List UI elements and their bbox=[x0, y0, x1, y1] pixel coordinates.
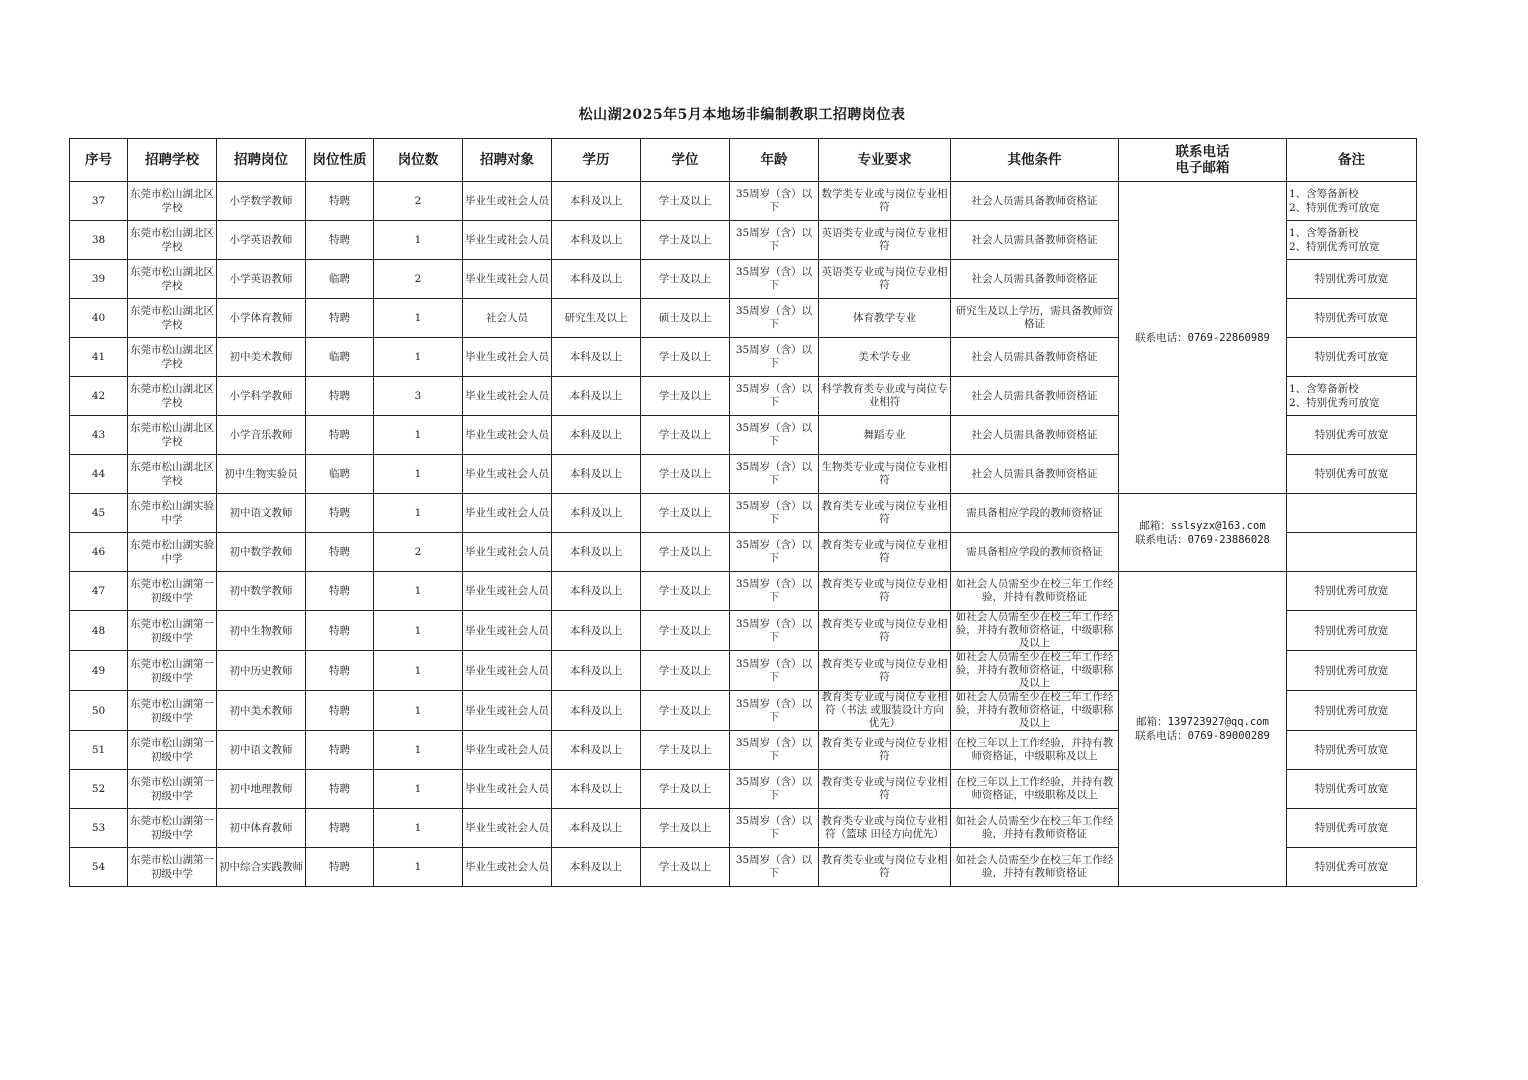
cell-count: 2 bbox=[374, 182, 463, 221]
header-education: 学历 bbox=[552, 139, 641, 182]
cell-target: 毕业生或社会人员 bbox=[463, 533, 552, 572]
cell-target: 毕业生或社会人员 bbox=[463, 770, 552, 809]
cell-other: 如社会人员需至少在校三年工作经验，并持有教师资格证，中级职称及以上 bbox=[951, 691, 1119, 731]
cell-position: 初中历史教师 bbox=[217, 651, 306, 691]
cell-target: 毕业生或社会人员 bbox=[463, 731, 552, 770]
cell-remark bbox=[1287, 221, 1417, 260]
header-remark: 备注 bbox=[1287, 139, 1417, 182]
cell-nature: 特聘 bbox=[306, 416, 374, 455]
cell-other: 社会人员需具备教师资格证 bbox=[951, 455, 1119, 494]
cell-position: 初中美术教师 bbox=[217, 338, 306, 377]
cell-other: 如社会人员需至少在校三年工作经验，并持有教师资格证 bbox=[951, 809, 1119, 848]
cell-major: 教育类专业或与岗位专业相符 bbox=[819, 731, 951, 770]
cell-no: 40 bbox=[70, 299, 128, 338]
cell-major: 美术学专业 bbox=[819, 338, 951, 377]
cell-no: 42 bbox=[70, 377, 128, 416]
cell-count: 1 bbox=[374, 221, 463, 260]
cell-degree: 学士及以上 bbox=[641, 651, 730, 691]
cell-other: 社会人员需具备教师资格证 bbox=[951, 338, 1119, 377]
cell-major: 科学教育类专业或与岗位专业相符 bbox=[819, 377, 951, 416]
cell-degree: 学士及以上 bbox=[641, 533, 730, 572]
table-row bbox=[70, 182, 1417, 221]
cell-other: 需具备相应学段的教师资格证 bbox=[951, 494, 1119, 533]
cell-remark bbox=[1287, 848, 1417, 887]
cell-degree: 学士及以上 bbox=[641, 338, 730, 377]
cell-age: 35周岁（含）以下 bbox=[730, 770, 819, 809]
cell-school: 东莞市松山湖实验中学 bbox=[128, 494, 217, 533]
cell-position: 小学体育教师 bbox=[217, 299, 306, 338]
cell-age: 35周岁（含）以下 bbox=[730, 651, 819, 691]
table-row bbox=[70, 572, 1417, 611]
cell-degree: 学士及以上 bbox=[641, 416, 730, 455]
cell-nature: 特聘 bbox=[306, 731, 374, 770]
cell-no: 51 bbox=[70, 731, 128, 770]
cell-no: 50 bbox=[70, 691, 128, 731]
remark-line: 特别优秀可放宽 bbox=[1314, 468, 1389, 480]
cell-degree: 学士及以上 bbox=[641, 221, 730, 260]
cell-contact bbox=[1119, 572, 1287, 887]
cell-degree: 学士及以上 bbox=[641, 770, 730, 809]
header-row bbox=[70, 139, 1417, 182]
cell-age: 35周岁（含）以下 bbox=[730, 731, 819, 770]
cell-nature: 特聘 bbox=[306, 809, 374, 848]
cell-nature: 特聘 bbox=[306, 770, 374, 809]
cell-age: 35周岁（含）以下 bbox=[730, 299, 819, 338]
cell-remark bbox=[1287, 691, 1417, 731]
cell-count: 1 bbox=[374, 455, 463, 494]
cell-age: 35周岁（含）以下 bbox=[730, 533, 819, 572]
cell-school: 东莞市松山湖北区学校 bbox=[128, 338, 217, 377]
header-position: 招聘岗位 bbox=[217, 139, 306, 182]
remark-line: 特别优秀可放宽 bbox=[1314, 744, 1389, 756]
cell-degree: 硕士及以上 bbox=[641, 299, 730, 338]
contact-line: 联系电话：0769-89000289 bbox=[1135, 730, 1270, 742]
cell-target: 毕业生或社会人员 bbox=[463, 848, 552, 887]
cell-no: 45 bbox=[70, 494, 128, 533]
cell-education: 本科及以上 bbox=[552, 221, 641, 260]
cell-other: 社会人员需具备教师资格证 bbox=[951, 182, 1119, 221]
remark-line: 1、含筹备新校 bbox=[1289, 188, 1359, 200]
cell-education: 本科及以上 bbox=[552, 848, 641, 887]
cell-school: 东莞市松山湖北区学校 bbox=[128, 299, 217, 338]
cell-nature: 临聘 bbox=[306, 455, 374, 494]
cell-major: 教育类专业或与岗位专业相符 bbox=[819, 848, 951, 887]
cell-remark bbox=[1287, 416, 1417, 455]
cell-no: 37 bbox=[70, 182, 128, 221]
remark-line: 特别优秀可放宽 bbox=[1314, 429, 1389, 441]
page-title: 松山湖2025年5月本地场非编制教职工招聘岗位表 bbox=[578, 107, 906, 123]
cell-no: 54 bbox=[70, 848, 128, 887]
cell-school: 东莞市松山湖北区学校 bbox=[128, 182, 217, 221]
header-contact bbox=[1119, 139, 1287, 182]
cell-nature: 特聘 bbox=[306, 651, 374, 691]
cell-no: 44 bbox=[70, 455, 128, 494]
header-no: 序号 bbox=[70, 139, 128, 182]
cell-count: 1 bbox=[374, 731, 463, 770]
cell-school: 东莞市松山湖北区学校 bbox=[128, 455, 217, 494]
cell-remark bbox=[1287, 338, 1417, 377]
cell-count: 1 bbox=[374, 299, 463, 338]
cell-major: 教育类专业或与岗位专业相符 bbox=[819, 770, 951, 809]
cell-education: 研究生及以上 bbox=[552, 299, 641, 338]
cell-school: 东莞市松山湖第一初级中学 bbox=[128, 651, 217, 691]
cell-no: 41 bbox=[70, 338, 128, 377]
cell-count: 2 bbox=[374, 533, 463, 572]
cell-position: 初中生物实验员 bbox=[217, 455, 306, 494]
table-row bbox=[70, 494, 1417, 533]
table-body bbox=[70, 182, 1417, 887]
cell-nature: 临聘 bbox=[306, 260, 374, 299]
cell-position: 初中语文教师 bbox=[217, 731, 306, 770]
cell-education: 本科及以上 bbox=[552, 809, 641, 848]
cell-remark bbox=[1287, 455, 1417, 494]
cell-age: 35周岁（含）以下 bbox=[730, 809, 819, 848]
cell-education: 本科及以上 bbox=[552, 494, 641, 533]
cell-target: 毕业生或社会人员 bbox=[463, 221, 552, 260]
cell-school: 东莞市松山湖第一初级中学 bbox=[128, 691, 217, 731]
cell-education: 本科及以上 bbox=[552, 377, 641, 416]
cell-target: 毕业生或社会人员 bbox=[463, 611, 552, 651]
cell-remark bbox=[1287, 377, 1417, 416]
cell-nature: 特聘 bbox=[306, 182, 374, 221]
cell-degree: 学士及以上 bbox=[641, 572, 730, 611]
cell-education: 本科及以上 bbox=[552, 572, 641, 611]
cell-position: 初中语文教师 bbox=[217, 494, 306, 533]
cell-position: 初中生物教师 bbox=[217, 611, 306, 651]
cell-remark bbox=[1287, 260, 1417, 299]
cell-no: 52 bbox=[70, 770, 128, 809]
remark-line: 特别优秀可放宽 bbox=[1314, 273, 1389, 285]
cell-target: 社会人员 bbox=[463, 299, 552, 338]
header-target: 招聘对象 bbox=[463, 139, 552, 182]
cell-position: 初中体育教师 bbox=[217, 809, 306, 848]
cell-other: 社会人员需具备教师资格证 bbox=[951, 221, 1119, 260]
cell-other: 社会人员需具备教师资格证 bbox=[951, 260, 1119, 299]
cell-count: 1 bbox=[374, 611, 463, 651]
cell-education: 本科及以上 bbox=[552, 182, 641, 221]
cell-nature: 特聘 bbox=[306, 377, 374, 416]
cell-target: 毕业生或社会人员 bbox=[463, 182, 552, 221]
cell-education: 本科及以上 bbox=[552, 691, 641, 731]
cell-remark bbox=[1287, 770, 1417, 809]
header-contact-phone: 联系电话 bbox=[1175, 144, 1230, 160]
cell-target: 毕业生或社会人员 bbox=[463, 416, 552, 455]
cell-position: 初中地理教师 bbox=[217, 770, 306, 809]
cell-position: 小学音乐教师 bbox=[217, 416, 306, 455]
cell-school: 东莞市松山湖第一初级中学 bbox=[128, 848, 217, 887]
cell-other: 如社会人员需至少在校三年工作经验，并持有教师资格证 bbox=[951, 572, 1119, 611]
recruitment-table bbox=[69, 138, 1417, 887]
cell-major: 体育教学专业 bbox=[819, 299, 951, 338]
cell-major: 生物类专业或与岗位专业相符 bbox=[819, 455, 951, 494]
cell-count: 1 bbox=[374, 416, 463, 455]
cell-remark bbox=[1287, 809, 1417, 848]
contact-line: 邮箱：139723927@qq.com bbox=[1136, 716, 1269, 728]
cell-major: 教育类专业或与岗位专业相符（书法 或服装设计方向优先） bbox=[819, 691, 951, 731]
cell-major: 教育类专业或与岗位专业相符 bbox=[819, 494, 951, 533]
header-other: 其他条件 bbox=[951, 139, 1119, 182]
cell-no: 47 bbox=[70, 572, 128, 611]
cell-nature: 特聘 bbox=[306, 533, 374, 572]
cell-remark bbox=[1287, 731, 1417, 770]
cell-major: 数学类专业或与岗位专业相符 bbox=[819, 182, 951, 221]
cell-remark bbox=[1287, 651, 1417, 691]
cell-major: 教育类专业或与岗位专业相符（篮球 田径方向优先） bbox=[819, 809, 951, 848]
cell-count: 1 bbox=[374, 338, 463, 377]
cell-no: 48 bbox=[70, 611, 128, 651]
cell-age: 35周岁（含）以下 bbox=[730, 611, 819, 651]
cell-other: 如社会人员需至少在校三年工作经验，并持有教师资格证，中级职称及以上 bbox=[951, 611, 1119, 651]
cell-age: 35周岁（含）以下 bbox=[730, 494, 819, 533]
cell-position: 小学英语教师 bbox=[217, 260, 306, 299]
cell-nature: 特聘 bbox=[306, 691, 374, 731]
cell-degree: 学士及以上 bbox=[641, 455, 730, 494]
cell-education: 本科及以上 bbox=[552, 416, 641, 455]
cell-remark bbox=[1287, 494, 1417, 533]
header-count: 岗位数 bbox=[374, 139, 463, 182]
remark-line: 特别优秀可放宽 bbox=[1314, 312, 1389, 324]
cell-other: 社会人员需具备教师资格证 bbox=[951, 377, 1119, 416]
cell-no: 43 bbox=[70, 416, 128, 455]
cell-nature: 特聘 bbox=[306, 494, 374, 533]
cell-degree: 学士及以上 bbox=[641, 260, 730, 299]
cell-other: 需具备相应学段的教师资格证 bbox=[951, 533, 1119, 572]
cell-nature: 临聘 bbox=[306, 338, 374, 377]
cell-count: 1 bbox=[374, 494, 463, 533]
cell-remark bbox=[1287, 611, 1417, 651]
cell-age: 35周岁（含）以下 bbox=[730, 455, 819, 494]
cell-age: 35周岁（含）以下 bbox=[730, 691, 819, 731]
cell-school: 东莞市松山湖北区学校 bbox=[128, 221, 217, 260]
cell-position: 小学英语教师 bbox=[217, 221, 306, 260]
cell-school: 东莞市松山湖北区学校 bbox=[128, 377, 217, 416]
cell-count: 1 bbox=[374, 651, 463, 691]
cell-no: 49 bbox=[70, 651, 128, 691]
cell-nature: 特聘 bbox=[306, 848, 374, 887]
cell-age: 35周岁（含）以下 bbox=[730, 572, 819, 611]
remark-line: 特别优秀可放宽 bbox=[1314, 783, 1389, 795]
remark-line: 1、含筹备新校 bbox=[1289, 383, 1359, 395]
cell-target: 毕业生或社会人员 bbox=[463, 809, 552, 848]
remark-line: 特别优秀可放宽 bbox=[1314, 704, 1389, 717]
cell-degree: 学士及以上 bbox=[641, 848, 730, 887]
cell-nature: 特聘 bbox=[306, 611, 374, 651]
cell-count: 1 bbox=[374, 848, 463, 887]
cell-education: 本科及以上 bbox=[552, 770, 641, 809]
cell-major: 教育类专业或与岗位专业相符 bbox=[819, 651, 951, 691]
cell-no: 39 bbox=[70, 260, 128, 299]
cell-degree: 学士及以上 bbox=[641, 494, 730, 533]
remark-line: 特别优秀可放宽 bbox=[1314, 822, 1389, 834]
cell-age: 35周岁（含）以下 bbox=[730, 338, 819, 377]
cell-school: 东莞市松山湖实验中学 bbox=[128, 533, 217, 572]
cell-remark bbox=[1287, 533, 1417, 572]
cell-other: 如社会人员需至少在校三年工作经验，并持有教师资格证 bbox=[951, 848, 1119, 887]
cell-target: 毕业生或社会人员 bbox=[463, 651, 552, 691]
cell-education: 本科及以上 bbox=[552, 651, 641, 691]
header-age: 年龄 bbox=[730, 139, 819, 182]
contact-line: 联系电话：0769-22860989 bbox=[1135, 331, 1270, 344]
cell-contact bbox=[1119, 182, 1287, 494]
cell-remark bbox=[1287, 299, 1417, 338]
cell-school: 东莞市松山湖北区学校 bbox=[128, 260, 217, 299]
cell-education: 本科及以上 bbox=[552, 455, 641, 494]
cell-major: 教育类专业或与岗位专业相符 bbox=[819, 611, 951, 651]
remark-line: 特别优秀可放宽 bbox=[1314, 861, 1389, 873]
cell-nature: 特聘 bbox=[306, 572, 374, 611]
cell-nature: 特聘 bbox=[306, 299, 374, 338]
cell-target: 毕业生或社会人员 bbox=[463, 260, 552, 299]
cell-major: 英语类专业或与岗位专业相符 bbox=[819, 221, 951, 260]
header-degree: 学位 bbox=[641, 139, 730, 182]
cell-remark bbox=[1287, 572, 1417, 611]
cell-degree: 学士及以上 bbox=[641, 691, 730, 731]
cell-count: 1 bbox=[374, 572, 463, 611]
cell-other: 社会人员需具备教师资格证 bbox=[951, 416, 1119, 455]
remark-line: 2、特别优秀可放宽 bbox=[1289, 397, 1380, 409]
cell-school: 东莞市松山湖第一初级中学 bbox=[128, 809, 217, 848]
remark-line: 特别优秀可放宽 bbox=[1314, 624, 1389, 637]
cell-major: 教育类专业或与岗位专业相符 bbox=[819, 572, 951, 611]
cell-major: 教育类专业或与岗位专业相符 bbox=[819, 533, 951, 572]
cell-major: 舞蹈专业 bbox=[819, 416, 951, 455]
cell-position: 初中数学教师 bbox=[217, 533, 306, 572]
cell-target: 毕业生或社会人员 bbox=[463, 338, 552, 377]
remark-line: 特别优秀可放宽 bbox=[1314, 664, 1389, 677]
remark-line: 特别优秀可放宽 bbox=[1314, 351, 1389, 363]
cell-education: 本科及以上 bbox=[552, 611, 641, 651]
contact-line: 邮箱：sslsyzx@163.com bbox=[1139, 519, 1266, 532]
cell-school: 东莞市松山湖北区学校 bbox=[128, 416, 217, 455]
cell-degree: 学士及以上 bbox=[641, 809, 730, 848]
cell-position: 初中美术教师 bbox=[217, 691, 306, 731]
cell-education: 本科及以上 bbox=[552, 260, 641, 299]
cell-target: 毕业生或社会人员 bbox=[463, 494, 552, 533]
header-contact-email: 电子邮箱 bbox=[1175, 160, 1230, 176]
cell-position: 小学科学教师 bbox=[217, 377, 306, 416]
header-school: 招聘学校 bbox=[128, 139, 217, 182]
cell-count: 1 bbox=[374, 691, 463, 731]
cell-count: 3 bbox=[374, 377, 463, 416]
cell-other: 在校三年以上工作经验，并持有教师资格证，中级职称及以上 bbox=[951, 770, 1119, 809]
cell-age: 35周岁（含）以下 bbox=[730, 182, 819, 221]
cell-school: 东莞市松山湖第一初级中学 bbox=[128, 731, 217, 770]
cell-other: 在校三年以上工作经验，并持有教师资格证，中级职称及以上 bbox=[951, 731, 1119, 770]
cell-count: 2 bbox=[374, 260, 463, 299]
cell-education: 本科及以上 bbox=[552, 731, 641, 770]
cell-age: 35周岁（含）以下 bbox=[730, 848, 819, 887]
cell-education: 本科及以上 bbox=[552, 533, 641, 572]
cell-degree: 学士及以上 bbox=[641, 182, 730, 221]
cell-count: 1 bbox=[374, 770, 463, 809]
remark-line: 2、特别优秀可放宽 bbox=[1289, 241, 1380, 253]
cell-no: 46 bbox=[70, 533, 128, 572]
remark-line: 2、特别优秀可放宽 bbox=[1289, 202, 1380, 214]
cell-age: 35周岁（含）以下 bbox=[730, 416, 819, 455]
cell-age: 35周岁（含）以下 bbox=[730, 221, 819, 260]
cell-nature: 特聘 bbox=[306, 221, 374, 260]
cell-target: 毕业生或社会人员 bbox=[463, 572, 552, 611]
cell-other: 研究生及以上学历，需具备教师资格证 bbox=[951, 299, 1119, 338]
cell-no: 53 bbox=[70, 809, 128, 848]
cell-target: 毕业生或社会人员 bbox=[463, 377, 552, 416]
cell-target: 毕业生或社会人员 bbox=[463, 691, 552, 731]
cell-major: 英语类专业或与岗位专业相符 bbox=[819, 260, 951, 299]
cell-position: 小学数学教师 bbox=[217, 182, 306, 221]
header-nature: 岗位性质 bbox=[306, 139, 374, 182]
remark-line: 特别优秀可放宽 bbox=[1314, 585, 1389, 597]
cell-age: 35周岁（含）以下 bbox=[730, 260, 819, 299]
cell-no: 38 bbox=[70, 221, 128, 260]
header-major: 专业要求 bbox=[819, 139, 951, 182]
cell-degree: 学士及以上 bbox=[641, 377, 730, 416]
cell-count: 1 bbox=[374, 809, 463, 848]
cell-school: 东莞市松山湖第一初级中学 bbox=[128, 611, 217, 651]
cell-degree: 学士及以上 bbox=[641, 611, 730, 651]
cell-position: 初中数学教师 bbox=[217, 572, 306, 611]
cell-other: 如社会人员需至少在校三年工作经验，并持有教师资格证，中级职称及以上 bbox=[951, 651, 1119, 691]
cell-target: 毕业生或社会人员 bbox=[463, 455, 552, 494]
cell-school: 东莞市松山湖第一初级中学 bbox=[128, 770, 217, 809]
remark-line: 1、含筹备新校 bbox=[1289, 227, 1359, 239]
contact-line: 联系电话：0769-23886028 bbox=[1135, 533, 1270, 546]
cell-school: 东莞市松山湖第一初级中学 bbox=[128, 572, 217, 611]
cell-position: 初中综合实践教师 bbox=[217, 848, 306, 887]
cell-remark bbox=[1287, 182, 1417, 221]
cell-age: 35周岁（含）以下 bbox=[730, 377, 819, 416]
cell-education: 本科及以上 bbox=[552, 338, 641, 377]
cell-degree: 学士及以上 bbox=[641, 731, 730, 770]
cell-contact bbox=[1119, 494, 1287, 572]
